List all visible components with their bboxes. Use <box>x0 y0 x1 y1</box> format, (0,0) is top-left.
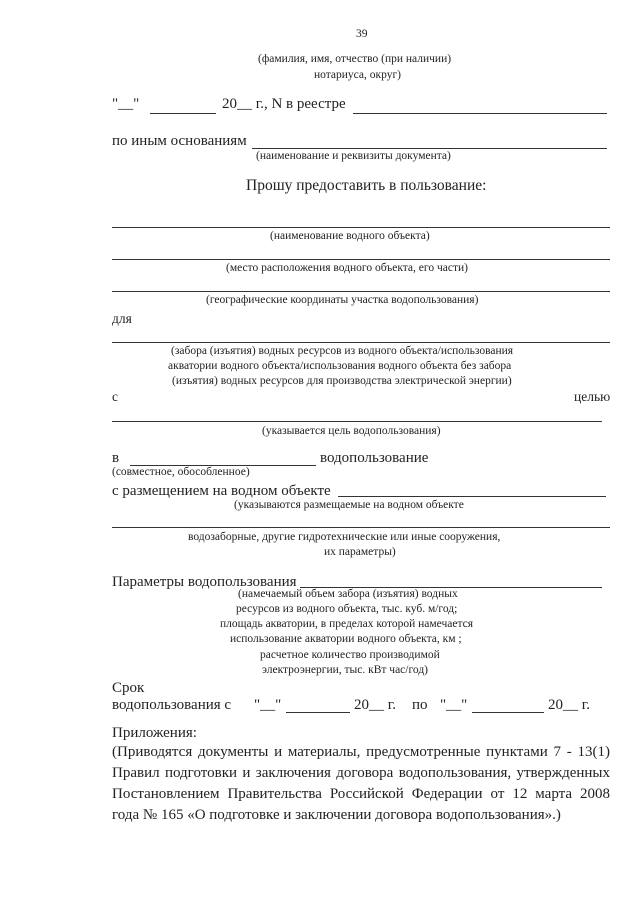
use-type-prefix: в <box>112 450 120 466</box>
parameters-caption-4: использование акватории водного объекта, км ; <box>230 633 462 645</box>
goal-caption: (указывается цель водопользования) <box>262 425 441 437</box>
water-object-caption: (наименование водного объекта) <box>270 230 430 242</box>
attachments-label: Приложения: <box>112 725 197 741</box>
coordinates-caption: (географические координаты участка водопользования) <box>206 294 479 306</box>
term-end-line <box>472 712 544 713</box>
for-label: для <box>112 311 132 326</box>
other-grounds-line <box>252 148 607 149</box>
term-label-1: Срок <box>112 680 145 696</box>
purpose-line <box>112 342 610 343</box>
page-number: 39 <box>356 28 368 40</box>
parameters-caption-6: электроэнергии, тыс. кВт час/год) <box>262 664 429 676</box>
registry-number-line <box>353 113 607 114</box>
location-line <box>112 259 610 260</box>
registry-day-line <box>150 113 216 114</box>
term-year-2: 20__ г. <box>548 697 590 713</box>
coordinates-line <box>112 291 610 292</box>
purpose-caption-2: акватории водного объекта/использования водного объекта без забора <box>168 360 512 372</box>
parameters-caption-2: ресурсов из водного объекта, тыс. куб. м/год; <box>236 603 458 615</box>
term-year-1: 20__ г. <box>354 697 396 713</box>
parameters-caption-1: (намечаемый объем забора (изъятия) водных <box>238 588 458 600</box>
term-start-line <box>286 712 350 713</box>
attachments-text: (Приводятся документы и материалы, предусмотренные пунктами 7 - 13(1) Правил подготовки и заключения договора водопользования, утвержденных Постановлением Правительства Российской Федерации от 12 марта 2008 года № 165 «О подготовке и заключении договора водопользования».) <box>112 744 610 823</box>
parameters-caption-3: площадь акватории, в пределах которой намечается <box>220 618 474 630</box>
placement-caption-3: их параметры) <box>324 546 396 558</box>
request-heading: Прошу предоставить в пользование: <box>246 177 487 194</box>
placement-caption-1: (указываются размещаемые на водном объекте <box>234 499 464 511</box>
with-label: с <box>112 389 118 404</box>
placement-label: с размещением на водном объекте <box>112 483 331 499</box>
term-to: по <box>412 697 428 713</box>
term-quote-2: "__" <box>440 697 468 713</box>
use-type-caption: (совместное, обособленное) <box>112 466 250 478</box>
goal-label: целью <box>574 389 611 404</box>
parameters-caption-5: расчетное количество производимой <box>260 649 440 661</box>
placement-caption-2: водозаборные, другие гидротехнические или иные сооружения, <box>188 531 501 543</box>
location-caption: (место расположения водного объекта, его части) <box>226 262 468 274</box>
placement-line-2 <box>112 527 610 528</box>
registry-quote: "__" <box>112 96 140 112</box>
parameters-label: Параметры водопользования <box>112 574 297 590</box>
purpose-caption-1: (забора (изъятия) водных ресурсов из водного объекта/использования <box>171 345 514 357</box>
placement-line <box>338 496 606 497</box>
term-quote-1: "__" <box>254 697 282 713</box>
other-grounds-caption: (наименование и реквизиты документа) <box>256 150 451 162</box>
use-type-suffix: водопользование <box>320 450 429 466</box>
goal-line <box>112 421 602 422</box>
other-grounds-label: по иным основаниям <box>112 133 247 149</box>
registry-year-label: 20__ г., N в реестре <box>222 96 346 112</box>
water-object-line <box>112 227 610 228</box>
term-label-2: водопользования с <box>112 697 232 713</box>
notary-caption-1: (фамилия, имя, отчество (при наличии) <box>258 53 452 65</box>
purpose-caption-3: (изъятия) водных ресурсов для производства электрической энергии) <box>172 375 512 387</box>
notary-caption-2: нотариуса, округ) <box>314 69 402 81</box>
